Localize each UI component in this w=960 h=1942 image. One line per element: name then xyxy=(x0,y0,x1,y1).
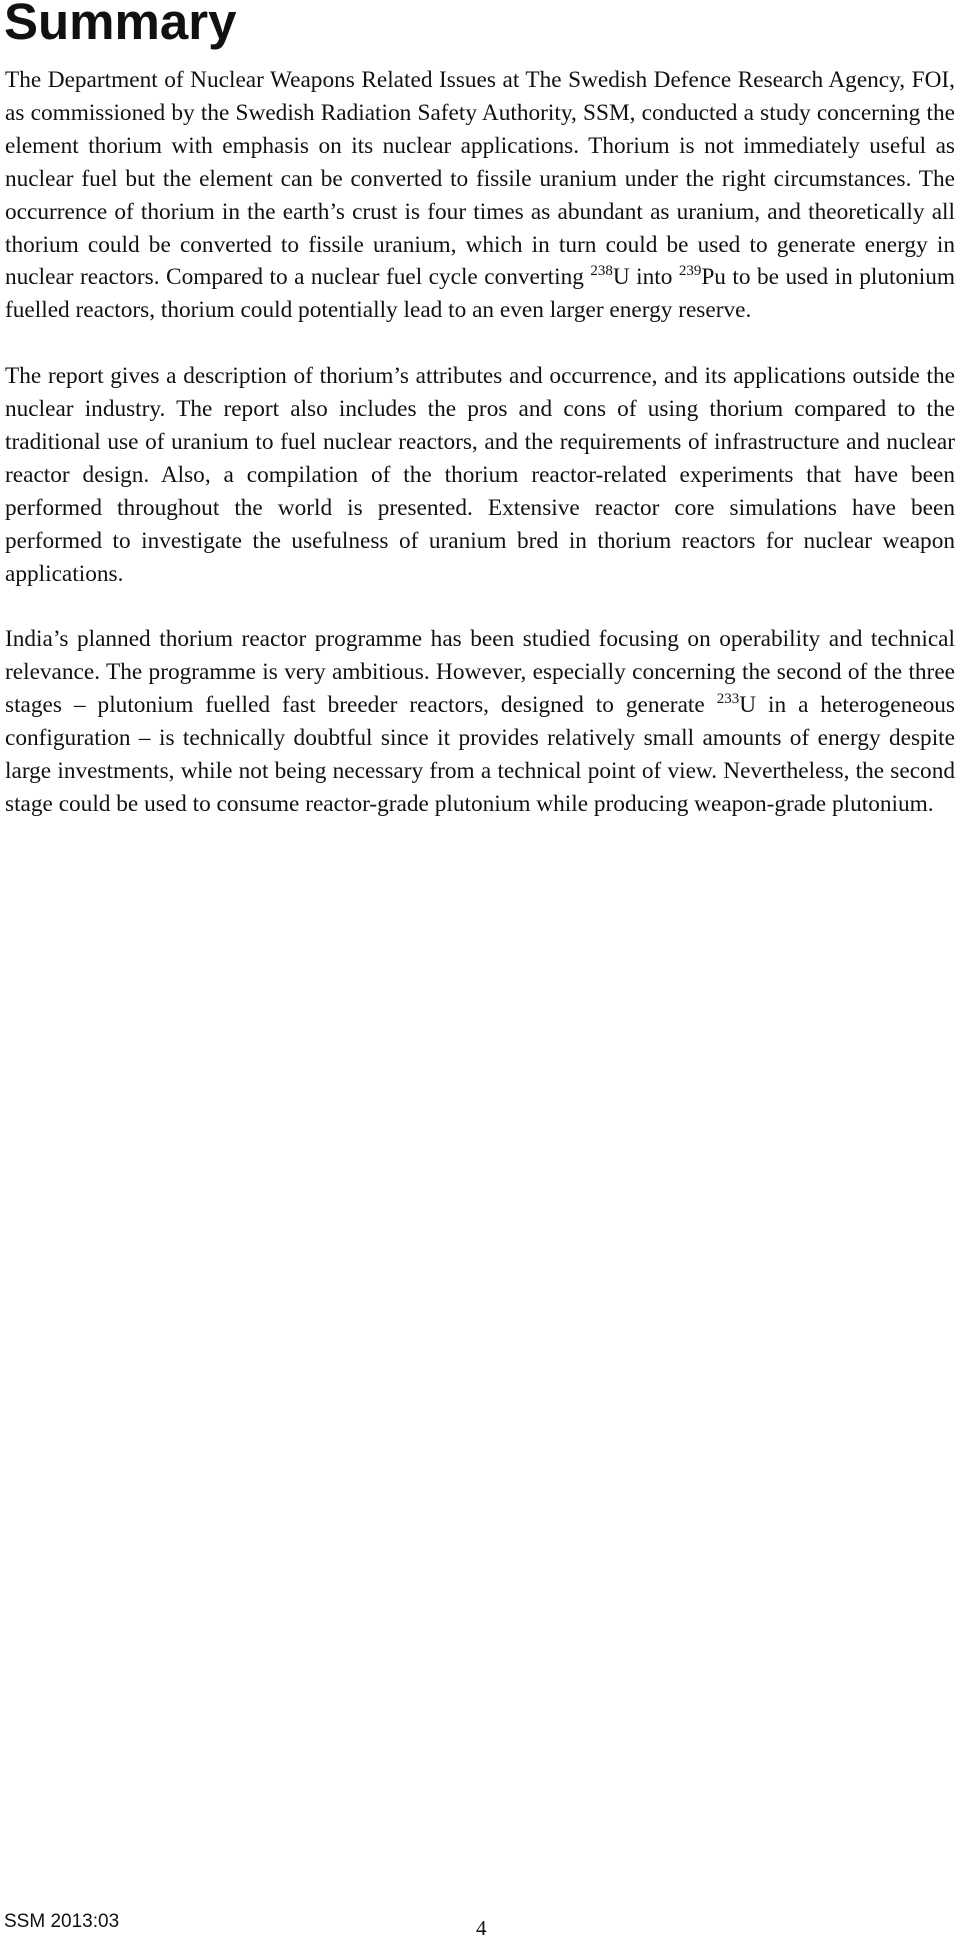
isotope-mass-238: 238 xyxy=(590,263,613,280)
paragraph-india-text-b: U in a heterogeneous configuration – is technically doubtful since it provides relatively small amounts of energy despite large investments, while not being necessary from a technical point of view. Nevertheless, the second stage could be used to consume reactor-grade plutonium while producing weapon-grade plutonium. xyxy=(5,692,955,817)
footer-page-number: 4 xyxy=(476,1916,487,1940)
isotope-mass-239: 239 xyxy=(678,263,702,280)
paragraph-india-programme xyxy=(5,623,955,820)
footer-report-id: SSM 2013:03 xyxy=(4,1911,120,1932)
paragraph-intro-text-c: Pu to be used in plutonium fuelled reactors, thorium could potentially lead to an even larger energy reserve. xyxy=(5,264,955,324)
summary-body xyxy=(5,64,955,854)
paragraph-intro-text-a: The Department of Nuclear Weapons Related Issues at The Swedish Defence Research Agency, FOI, as commissioned by the Swedish Radiation Safety Authority, SSM, conducted a study concerning the element thorium with emphasis on its nuclear applications. Thorium is not immediately useful as nuclear fuel but the element can be converted to fissile uranium under the right circumstances. The occurrence of thorium in the earth’s crust is four times as abundant as uranium, and theoretically all thorium could be converted to fissile uranium, which in turn could be used to generate energy in nuclear reactors. Compared to a nuclear fuel cycle converting xyxy=(5,67,955,291)
isotope-mass-233: 233 xyxy=(716,691,740,708)
paragraph-india-text-a: India’s planned thorium reactor programme has been studied focusing on operability and technical relevance. The programme is very ambitious. However, especially concerning the second of the three stages – plutonium fuelled fast breeder reactors, designed to generate xyxy=(5,626,955,719)
page-title: Summary xyxy=(4,0,237,50)
paragraph-intro-text-b: U into xyxy=(612,264,679,291)
paragraph-report-description: The report gives a description of thorium’s attributes and occurrence, and its applications outside the nuclear industry. The report also includes the pros and cons of using thorium compared to the traditional use of uranium to fuel nuclear reactors, and the requirements of infrastructure and nuclear reactor design. Also, a compilation of the thorium reactor-related experiments that have been performed throughout the world is presented. Extensive reactor core simulations have been performed to investigate the usefulness of uranium bred in thorium reactors for nuclear weapon applications. xyxy=(5,363,955,587)
paragraph-intro xyxy=(5,64,955,327)
